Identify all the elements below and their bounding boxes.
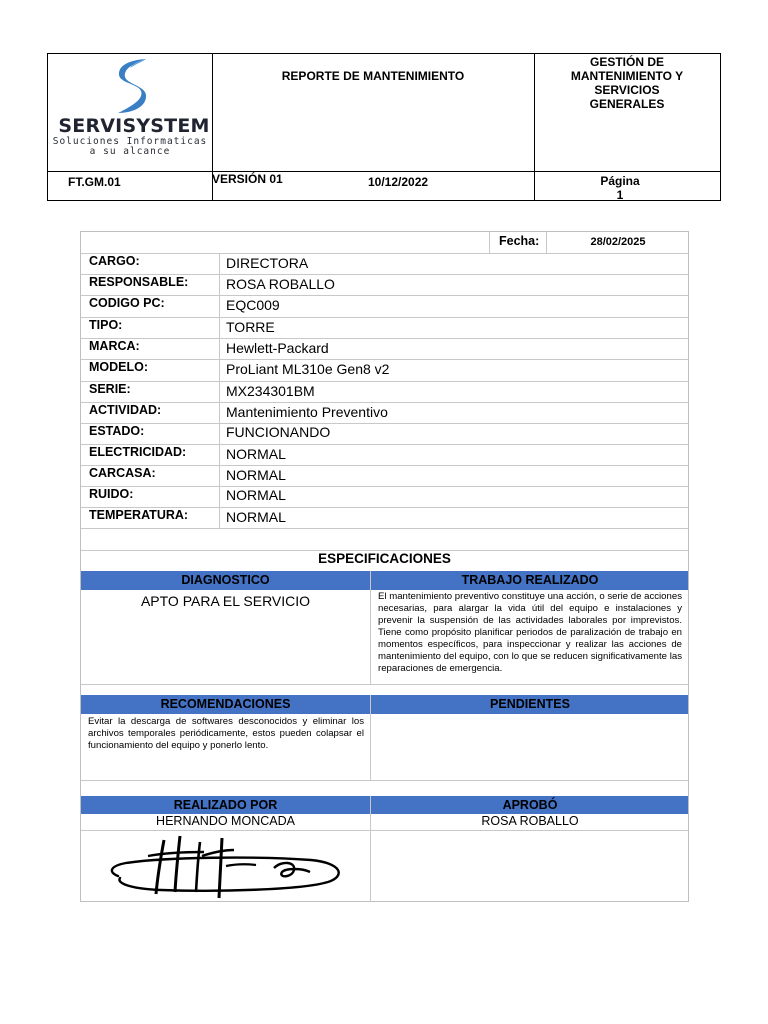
field-label: ACTIVIDAD: (89, 403, 162, 417)
maintenance-form (80, 231, 689, 902)
fecha-value: 28/02/2025 (590, 236, 646, 248)
field-value: Hewlett-Packard (226, 340, 329, 356)
field-label: CODIGO PC: (89, 296, 165, 310)
department-line: MANTENIMIENTO Y (570, 69, 684, 83)
firmas-band (81, 796, 688, 814)
field-label: ESTADO: (89, 424, 145, 438)
department-line: SERVICIOS (594, 83, 660, 97)
field-label: ELECTRICIDAD: (89, 445, 187, 459)
field-value: NORMAL (226, 446, 286, 462)
signature-image (106, 832, 346, 902)
logo-wordmark: SERVISYSTEM (58, 115, 210, 137)
aprobo-header: APROBÓ (502, 798, 558, 812)
realizado-value: HERNANDO MONCADA (156, 814, 295, 828)
document-version: VERSIÓN 01 (212, 172, 283, 186)
field-value: FUNCIONANDO (226, 424, 331, 440)
field-value: TORRE (226, 319, 275, 335)
page-number: 1 (616, 188, 624, 202)
logo-tagline-line-1: Soluciones Informaticas (52, 136, 208, 147)
specs-title: ESPECIFICACIONES (318, 551, 451, 566)
field-value: MX234301BM (226, 383, 315, 399)
trabajo-header: TRABAJO REALIZADO (461, 573, 599, 587)
diagnostico-value: APTO PARA EL SERVICIO (140, 593, 311, 609)
pendientes-header: PENDIENTES (490, 697, 570, 711)
fecha-label: Fecha: (499, 234, 540, 248)
diagnostico-header: DIAGNOSTICO (181, 573, 270, 587)
field-value: EQC009 (226, 297, 280, 313)
field-label: MARCA: (89, 339, 140, 353)
field-value: ProLiant ML310e Gen8 v2 (226, 361, 390, 377)
department-name (534, 55, 720, 111)
field-value: NORMAL (226, 509, 286, 525)
field-label: RUIDO: (89, 487, 134, 501)
report-title: REPORTE DE MANTENIMIENTO (281, 69, 465, 83)
logo-tagline-line-2: a su alcance (89, 146, 171, 157)
department-line: GENERALES (589, 97, 665, 111)
logo-tagline (48, 137, 212, 157)
field-value: NORMAL (226, 467, 286, 483)
diagnostico-trabajo-band (81, 571, 688, 590)
field-label: TEMPERATURA: (89, 508, 189, 522)
aprobo-value: ROSA ROBALLO (481, 814, 579, 828)
field-value: Mantenimiento Preventivo (226, 404, 388, 420)
field-value: NORMAL (226, 487, 286, 503)
servisystem-s-logo-icon (112, 56, 152, 116)
recomendaciones-value: Evitar la descarga de softwares desconocidos y eliminar los archivos temporales periódicamente, estos pueden colapsar el funcionamiento del equipo y ponerlo lento. (88, 716, 364, 751)
document-date: 10/12/2022 (368, 175, 429, 189)
page-label: Página (600, 174, 640, 188)
field-label: CARGO: (89, 254, 140, 268)
field-label: MODELO: (89, 360, 149, 374)
field-value: ROSA ROBALLO (226, 276, 335, 292)
document-header (47, 53, 721, 201)
field-value: DIRECTORA (226, 255, 309, 271)
field-label: RESPONSABLE: (89, 275, 189, 289)
trabajo-value: El mantenimiento preventivo constituye una acción, o serie de acciones necesarias, para alargar la vida útil del equipo e instalaciones y prevenir la suspensión de las actividades laborales por imprevistos. Tiene como propósito planificar periodos de paralización de trabajo en momentos específicos, para inspeccionar y realizar las acciones de mantenimiento del equipo, con lo que se reducen significativamente las reparaciones de emergencia. (378, 591, 682, 674)
field-label: TIPO: (89, 318, 123, 332)
realizado-header: REALIZADO POR (173, 798, 278, 812)
page-indicator (534, 174, 706, 202)
document-code: FT.GM.01 (68, 175, 121, 189)
recomendaciones-pendientes-band (81, 695, 688, 714)
recomendaciones-header: RECOMENDACIONES (160, 697, 291, 711)
field-label: CARCASA: (89, 466, 156, 480)
department-line: GESTIÓN DE (589, 55, 664, 69)
field-label: SERIE: (89, 382, 131, 396)
